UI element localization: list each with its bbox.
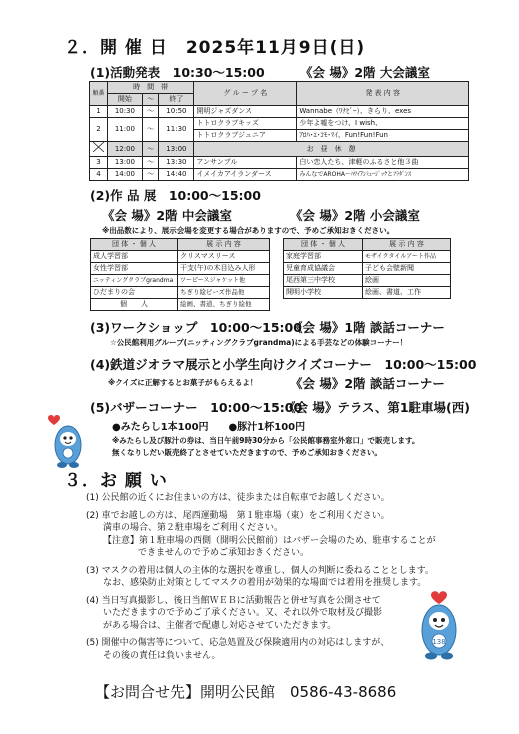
col-group: グ ル ー プ 名	[194, 82, 297, 106]
activity-table	[89, 81, 469, 181]
request-item-1	[86, 492, 436, 505]
table-row	[91, 275, 270, 287]
col-tilde: 〜	[142, 94, 159, 106]
row-group: トトロクラブキッズ	[194, 118, 297, 130]
table-row	[284, 275, 451, 287]
row-end: 10:50	[159, 106, 194, 118]
exhibit-table-left	[90, 238, 270, 311]
row-group: 開明ジャズダンス	[194, 106, 297, 118]
s2-note: ※出品数により、展示会場を変更する場合がありますので、予めご承知おきください。	[102, 226, 395, 235]
exhibit-cell: ツーピースジャケット他	[178, 275, 270, 287]
table-row	[90, 118, 469, 130]
request-line: (2) 車でお越しの方は、尾西運動場 第１駐車場（東）をご利用ください。	[86, 510, 390, 521]
request-line: なお、感染防止対策としてマスクの着用が効果的な場面では着用を推奨します。	[103, 578, 427, 588]
row-content: 白い恋人たち、津軽のふるさと他３曲	[297, 157, 469, 169]
s5-label: (5)バザーコーナー 10:00〜15:00	[90, 400, 303, 415]
col-start: 開始	[108, 94, 143, 106]
request-line: 【注意】第１駐車場の西側（開明公民館前）はバザー会場のため、駐車することが	[103, 535, 436, 546]
col-org: 団 体 ・ 個 人	[91, 239, 178, 251]
row-no: 3	[90, 157, 108, 169]
request-line: (4) 当日写真撮影し、後日当館ＷＥＢに活動報告と併せ写真を公開させて	[86, 595, 381, 606]
row-start: 13:00	[108, 157, 143, 169]
org-cell: 女性学習部	[91, 263, 178, 275]
request-line: その後の責任は負いません。	[103, 650, 221, 661]
table-row	[90, 106, 469, 118]
s2-venue-right: 《会 場》2階 小会議室	[290, 208, 420, 223]
request-line: できませんので予めご承知おきください。	[138, 548, 310, 558]
cross-mark-icon	[93, 142, 104, 152]
org-cell: ひだまりの会	[91, 287, 178, 299]
request-item-5	[86, 637, 436, 662]
row-end: 14:40	[159, 169, 194, 181]
section2-title: ２．開 催 日 2025年11月9日(日)	[64, 38, 366, 58]
table-row-break	[90, 142, 469, 157]
request-line: 満車の場合、第２駐車場をご利用ください。	[103, 523, 284, 533]
row-content: みんなでAROHA〜ﾊﾜｲｱﾝﾐｭｰｼﾞｯｸとﾌﾗﾀﾞﾝｽ	[297, 169, 469, 181]
row-content: ｱﾛﾊ･ｴ･ｺﾓ･ﾏｲ、Fun!Fun!Fun	[297, 130, 469, 142]
row-tilde: 〜	[142, 106, 159, 118]
request-item-4	[86, 595, 436, 633]
org-cell: 成人学習部	[91, 251, 178, 263]
col-order: 順番	[90, 82, 108, 106]
request-item-2	[86, 510, 436, 560]
s5-note1: ※みたらし及び豚汁の券は、当日午前9時30分から「公民館事務室外窓口」で販売します。	[112, 436, 420, 445]
org-cell: ニッティングクラブgrandma	[91, 275, 178, 287]
exhibit-cell: 絵画	[363, 275, 451, 287]
request-item-3	[86, 565, 436, 590]
row-tilde: 〜	[142, 169, 159, 181]
col-exhibit: 展 示 内 容	[178, 239, 270, 251]
mascot-left-image	[44, 415, 88, 471]
request-line: (3) マスクの着用は個人の主体的な選択を尊重し、個人の判断に委ねることとします。	[86, 565, 434, 576]
s4-venue: 《会 場》2階 談話コーナー	[290, 376, 445, 391]
col-org: 団 体 ・ 個 人	[284, 239, 363, 251]
row-no: 4	[90, 169, 108, 181]
row-group: トトロクラブジュニア	[194, 130, 297, 142]
row-group: アンサンブル	[194, 157, 297, 169]
table-row	[91, 299, 270, 311]
row-content: Wannabe（ﾜﾅﾋﾞｰ）、きらり、exes	[297, 106, 469, 118]
org-cell: 尾西第三中学校	[284, 275, 363, 287]
org-cell: 家庭学習部	[284, 251, 363, 263]
request-line: いただきますので予めご了承ください。又、それ以外で取材及び撮影	[103, 608, 383, 618]
table-row	[91, 263, 270, 275]
s2-label: (2)作 品 展 10:00〜15:00	[90, 188, 261, 203]
row-tilde: 〜	[142, 118, 159, 142]
col-exhibit: 展 示 内 容	[363, 239, 451, 251]
s3-venue: 《会 場》1階 談話コーナー	[290, 320, 445, 335]
s5-items: ●みたらし1本100円 ●豚汁1杯100円	[112, 422, 306, 433]
exhibit-table-right	[283, 238, 451, 299]
exhibit-cell: モザイクタイルアート作品	[363, 251, 451, 263]
row-tilde: 〜	[142, 142, 159, 157]
exhibit-cell: クリスマスリース	[178, 251, 270, 263]
s3-note: ☆公民館利用グループ(ニッティングクラブgrandma)による手芸などの体験コーナー！	[110, 338, 408, 347]
row-end: 13:00	[159, 142, 194, 157]
contact-info: 【お問合せ先】開明公民館 0586-43-8686	[95, 683, 397, 701]
table-row	[90, 169, 469, 181]
break-cross	[90, 142, 108, 157]
request-line: (1) 公民館の近くにお住まいの方は、徒歩または自転車でお越しください。	[86, 493, 390, 503]
table-row	[91, 287, 270, 299]
section3-title: ３．お 願 い	[64, 471, 168, 491]
row-start: 10:30	[108, 106, 143, 118]
row-group: イメイカアイランダース	[194, 169, 297, 181]
row-start: 14:00	[108, 169, 143, 181]
s2-venue-left: 《会 場》2階 中会議室	[102, 208, 232, 223]
row-tilde: 〜	[142, 157, 159, 169]
s4-label: (4)鉄道ジオラマ展示と小学生向けクイズコーナー 10:00〜15:00	[90, 357, 477, 372]
s1-venue: 《会 場》2階 大会議室	[300, 65, 430, 80]
mascot-right-image	[410, 590, 468, 662]
request-line: (5) 開催中の傷害等について、応急処置及び保険適用内の対応はしますが、	[86, 638, 390, 648]
exhibit-cell: 干支(午)の木目込み人形	[178, 263, 270, 275]
lunch-break-label: お 昼 休 憩	[194, 142, 469, 157]
row-start: 12:00	[108, 142, 143, 157]
row-end: 13:30	[159, 157, 194, 169]
exhibit-cell: ちぎり絵ビーズ作品他	[178, 287, 270, 299]
table-row	[91, 251, 270, 263]
s4-note: ※クイズに正解するとお菓子がもらえるよ！	[108, 378, 258, 387]
s5-venue: 《会 場》テラス、第1駐車場(西)	[283, 400, 470, 415]
col-content: 発 表 内 容	[297, 82, 469, 106]
request-line: がある場合は、主催者で配慮し対応させていただきます。	[103, 620, 337, 631]
table-row	[90, 157, 469, 169]
col-time: 時 間 帯	[108, 82, 194, 94]
org-cell: 個 人	[91, 299, 178, 311]
org-cell: 児童育成協議会	[284, 263, 363, 275]
table-row	[284, 287, 451, 299]
s1-label: (1)活動発表 10:30〜15:00	[90, 65, 265, 80]
col-end: 終了	[159, 94, 194, 106]
row-content: 少年よ嘘をつけ、I wish、	[297, 118, 469, 130]
row-no: 1	[90, 106, 108, 118]
exhibit-cell: 子ども会壁新聞	[363, 263, 451, 275]
s3-label: (3)ワークショップ 10:00〜15:00	[90, 320, 302, 335]
org-cell: 開明小学校	[284, 287, 363, 299]
row-no: 2	[90, 118, 108, 142]
table-row	[284, 263, 451, 275]
exhibit-cell: 絵画、書道、工作	[363, 287, 451, 299]
request-list	[86, 492, 436, 662]
exhibit-cell: 絵画、書道、ちぎり絵他	[178, 299, 270, 311]
table-row	[284, 251, 451, 263]
row-end: 11:30	[159, 118, 194, 142]
s5-note2: 無くなりしだい販売終了とさせていただきますので、予めご承知おきください。	[112, 448, 382, 457]
mascot-badge-text: 138	[432, 638, 446, 646]
row-start: 11:00	[108, 118, 143, 142]
